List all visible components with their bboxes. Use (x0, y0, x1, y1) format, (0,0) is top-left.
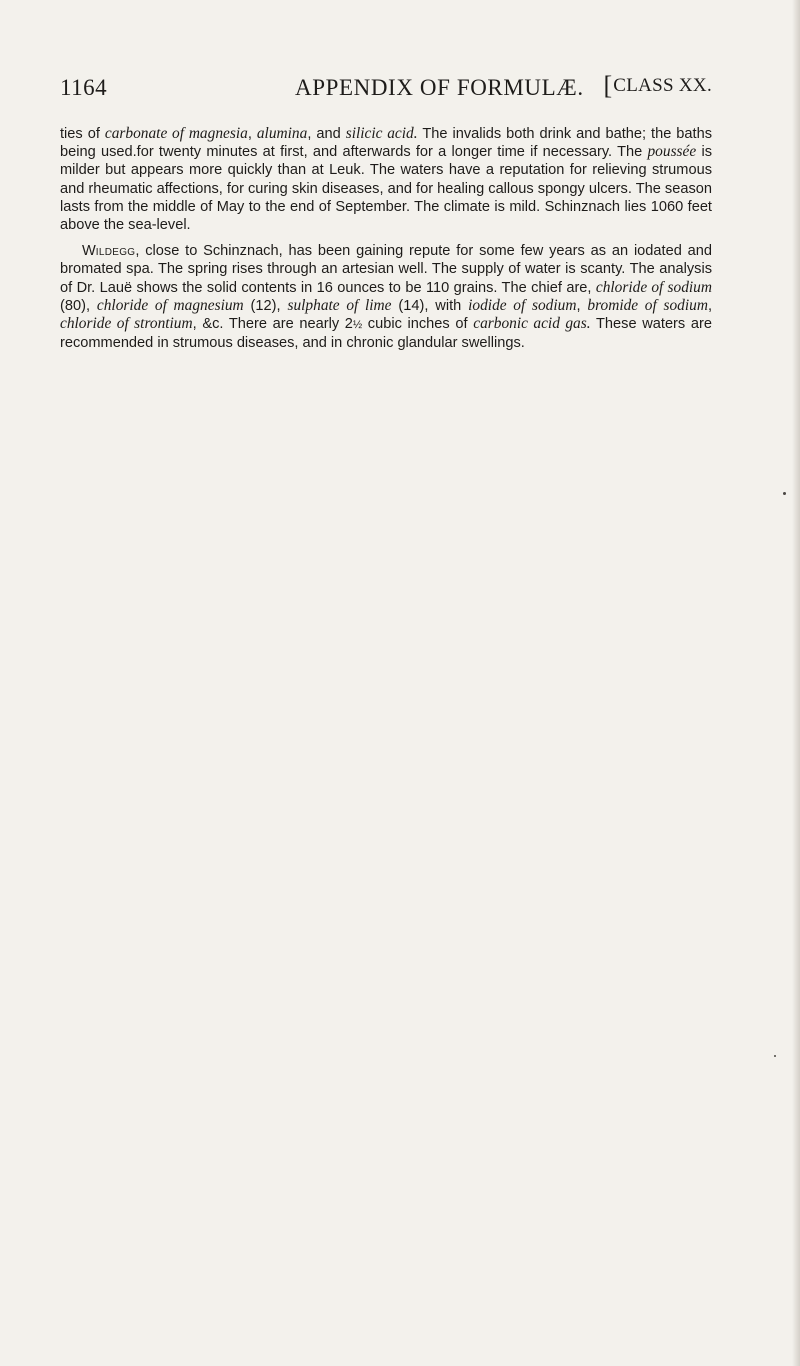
italic-term: carbonic acid gas. (473, 315, 591, 333)
text-run: These waters are recommended in strumous diseases, and in chronic glandular swellings. (60, 316, 712, 352)
text-run: (80), (60, 297, 97, 314)
scan-speck (783, 492, 786, 495)
italic-term: sulphate of lime (287, 296, 392, 314)
body-text (60, 125, 712, 352)
text-run: (14), with (391, 297, 469, 314)
paragraph-wildegg (60, 242, 712, 352)
page-number: 1164 (60, 75, 108, 100)
text-run: cubic inches of (362, 316, 474, 333)
lead-word: ildegg (95, 243, 136, 260)
italic-term: chloride of strontium (60, 315, 193, 333)
lead-initial: W (82, 243, 96, 260)
text-run: , (707, 297, 712, 314)
text-run: ties of (60, 126, 105, 142)
page-title: APPENDIX OF FORMULÆ. (295, 75, 584, 100)
fraction: ½ (352, 319, 363, 332)
text-run: (12), (243, 297, 288, 314)
italic-term: carbonate of magnesia (104, 125, 248, 142)
scan-speck (774, 1055, 776, 1057)
paragraph-schinznach (60, 125, 712, 234)
italic-term: chloride of sodium (595, 278, 712, 296)
text-run: is milder but appears more quickly than at Leuk. The waters have a reputation for relieving strumous and rheumatic affections, for curing skin diseases, and for healing callous spongy ulcers. The season lasts from the middle of May to the end of September. The climate is mild. Schinznach lies 1060 feet above the sea-level. (60, 144, 712, 234)
text-run: , (576, 297, 588, 314)
running-head (60, 71, 712, 109)
text-run: , (247, 126, 257, 142)
text-run: , &c. There are nearly 2 (192, 316, 353, 333)
section-bracket: [ (603, 71, 614, 100)
italic-term: bromide of sodium (587, 296, 708, 314)
italic-term: iodide of sodium (468, 296, 577, 314)
italic-term: alumina (256, 125, 308, 142)
italic-term: chloride of magnesium (96, 296, 244, 314)
text-run: , and (307, 126, 346, 142)
section-label (603, 71, 712, 100)
text-run: The invalids both drink and bathe; the baths being used.for twenty minutes at first, and afterwards for a longer time if necessary. The (60, 126, 713, 161)
page-edge-shadow (792, 0, 800, 1366)
text-run: , close to Schinznach, has been gaining repute for some few years as an iodated and bromated spa. The spring rises through an artesian well. The supply of water is scanty. The analysis of Dr. Lauë shows the solid contents in 16 ounces to be 110 grains. The chief are, (60, 243, 712, 296)
italic-term: poussée (647, 143, 697, 161)
section-label-text: CLASS XX. (613, 75, 712, 96)
italic-term: silicic acid. (345, 125, 418, 142)
